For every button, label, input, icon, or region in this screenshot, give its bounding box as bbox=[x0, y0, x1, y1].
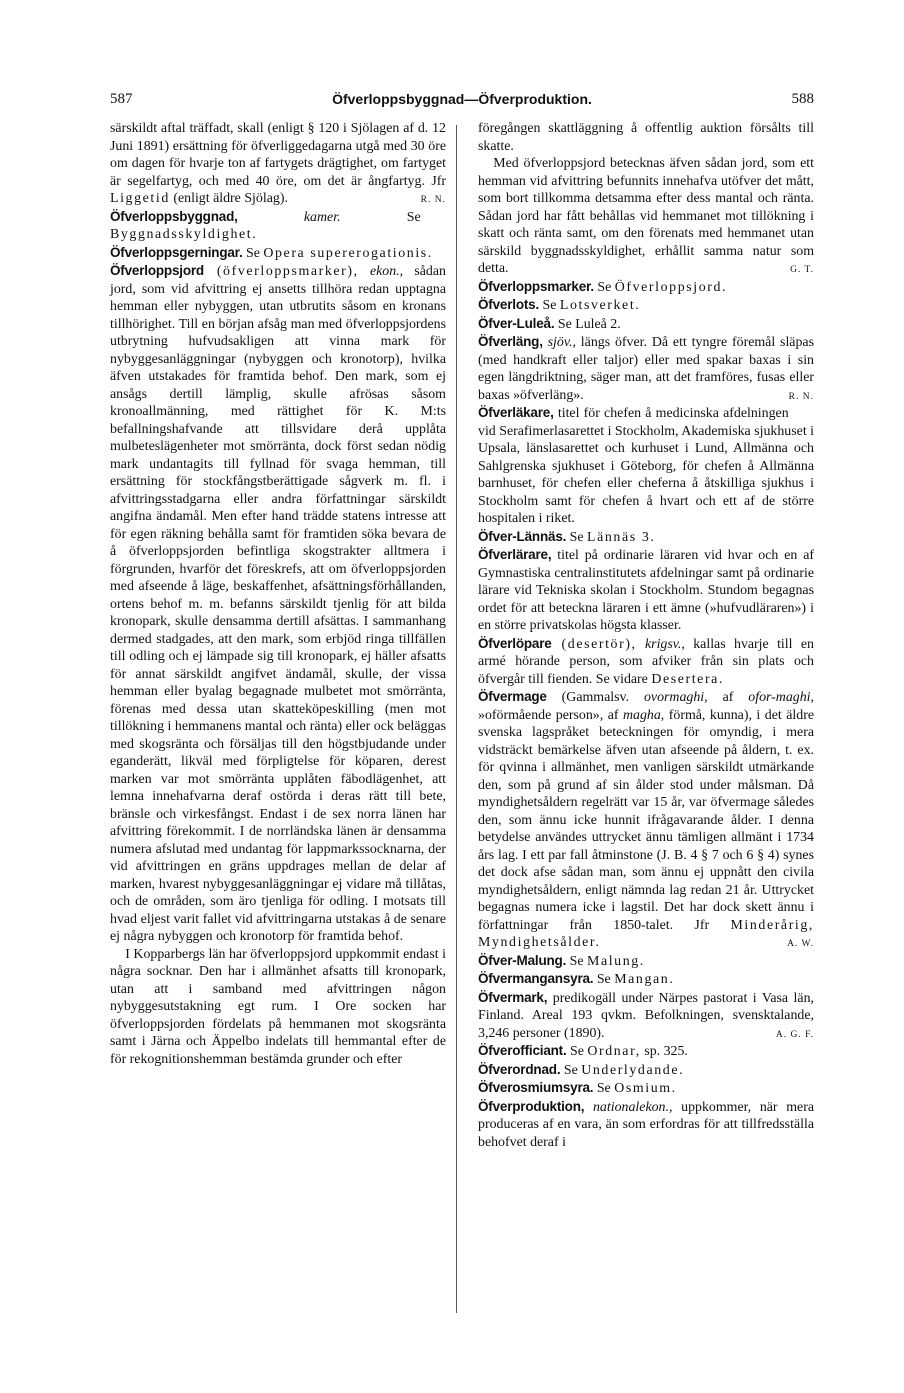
headword: Öfverläkare, bbox=[478, 405, 554, 420]
entry-ofver-malung: Öfver-Malung. Se Malung. bbox=[478, 952, 645, 969]
entry-ofverproduktion: Öfverproduktion, nationalekon., uppkommer, när mera produceras af en vara, än som erfordras för att tillfredsställa behofvet deraf i bbox=[478, 1098, 814, 1150]
entry-ofverordnad: Öfverordnad. Se Underlydande. bbox=[478, 1061, 685, 1078]
entry-ofverlang: Öfverläng, sjöv., längs öfver. Då ett tyngre föremål släpas (med handkraft eller taljor) eller med spakar baxas i sin egen längdriktning, säger man, att det framföres, fusas eller baxas »öfverläng». R. N. bbox=[478, 333, 814, 404]
headword: Öfverlöpare bbox=[478, 635, 552, 651]
cross-reference: Minderårig, Myndighetsålder. bbox=[478, 917, 814, 950]
entry-ofvermark: Öfvermark, predikogäll under Närpes pastorat i Vasa län, Finland. Areal 193 qvkm. Befolkningen, svensktalande, 3,246 personer (1890). A. G. F. bbox=[478, 989, 814, 1043]
author-signature: R. N. bbox=[788, 391, 814, 402]
headword: Öfver-Lännäs. bbox=[478, 528, 567, 544]
entry-ofverloppsgerningar: Öfverloppsgerningar. Se Opera supererogationis. bbox=[110, 244, 433, 261]
headword: Öfver-Malung. bbox=[478, 952, 567, 968]
cross-reference: Mangan. bbox=[614, 972, 675, 987]
entry-ofverlakare: Öfverläkare, titel för chefen å medicinska afdelningen vid Serafimerlasarettet i Stockholm, Akademiska sjukhuset i Upsala, länslasarettet och kurhuset i Lund, Allmänna och Sahlgrenska sjukhuset i Göteborg, för chefen å Allmänna barnhuset, för chefen eller cheferna å åtskilliga sjukhus i Stockholm samt för chefen å hvart och ett af de större hospitalen i riket. bbox=[478, 405, 815, 526]
paragraph: Med öfverloppsjord betecknas äfven sådan jord, som ett hemman vid afvittring befunnits innehafva utöfver det mått, som bort tillkomma detsamma efter dess mantal och ränta. Sådan jord har fått behållas vid hemmanet mot tillökning i skatt och ränta samt, om den förenats med hemmanet utan särskild byggnadsskyldighet, erhållit samma natur som detta. G. T. bbox=[478, 155, 814, 278]
headword: Öfverproduktion, bbox=[478, 1098, 585, 1114]
entry-ofver-lulea: Öfver-Luleå. Se Luleå 2. bbox=[478, 315, 621, 332]
left-column bbox=[110, 120, 446, 1068]
right-column bbox=[478, 120, 814, 1151]
author-signature: A. G. F. bbox=[775, 1029, 814, 1040]
headword: Öfverloppsgerningar. bbox=[110, 244, 243, 260]
author-signature: A. W. bbox=[787, 939, 814, 949]
cross-reference: Lotsverket. bbox=[559, 298, 641, 313]
cross-reference: Öfverloppsjord. bbox=[614, 279, 728, 295]
paragraph: föregången skattläggning å offentlig auktion försålts till skatte. bbox=[478, 121, 814, 154]
headword: Öfvermage bbox=[478, 689, 547, 704]
page-number-left: 587 bbox=[110, 91, 133, 107]
entry-ofverlots: Öfverlots. Se Lotsverket. bbox=[478, 297, 641, 313]
headword: Öfverloppsjord bbox=[110, 263, 204, 278]
cross-reference: Lännäs 3. bbox=[587, 529, 656, 545]
entry-ofvermage: Öfvermage (Gammalsv. ovormaghi, af ofor-maghi, »oförmående person», af magha, förmå, kunna), i det äldre svenska lagspråket beteckningen för omyndig, i mera vidsträckt bemärkelse äfven utan afseende på åldern, t. ex. för qvinna i allmänhet, men vanligen särskildt utmärkande den, som på grund af sin ålder stod under målsman. Då myndighetsåldern regelrätt var 15 år, var öfvermage således den, som ännu icke hunnit ifrågavarande ålder. I denna betydelse användes uttrycket ännu tämligen allmänt i 1734 års lag. I ett par fall åtminstone (J. B. 4 § 7 och 6 § 4) synes det dock afse sådan man, som ännu ej uppnått den civila myndighetsåldern, enligt nämnda lag redan 21 år. Uttrycket begagnas numera icke i lagstil. Det har dock skett ännu i författningar från 1850-talet. Jfr Minderårig, Myndighetsålder. A. W. bbox=[478, 688, 814, 952]
headword: Öfverofficiant. bbox=[478, 1043, 567, 1058]
entry-ofverloppsmarker: Öfverloppsmarker. Se Öfverloppsjord. bbox=[478, 278, 728, 295]
page-header bbox=[110, 91, 814, 113]
cross-reference: Byggnadsskyldighet. bbox=[110, 227, 258, 242]
headword: Öfvermark, bbox=[478, 989, 548, 1005]
entry-ofverloppsjord: Öfverloppsjord (öfverloppsmarker), ekon., sådan jord, som vid afvittring ej ansetts tillhöra redan upptagna hemman eller nybyggen, utan utbrutits såsom en kronans tillhörighet. Till en början afsåg man med öfverloppsjordens utbrytning hufvudsakligen att vinna mark för nybyggesanläggningar (nybyggen och kronotorp), hvilka äfven utstakades för framtida behof. Den mark, som ej ansågs dertill lämplig, skulle afrösas såsom kronoallmänning, med rättighet för K. M:ts befallningshafvande att tillsvidare derå upplåta mulbeteslägenheter mot smörränta, dock först sedan nödig mark undantagits till fyllnad för svaga hemman, till ersättning för stockfångstberättigade sågverk m. fl. i afvittringsstadgarna eller andra författningar särskildt angifna ändamål. Men efter hand trädde statens intresse att för egen räkning behålla samt för framtiden söka bevara de å öfverloppsjorden befintliga skogstrakter alltmera i förgrunden, hvarför det föreskrefs, att om öfverloppsjorden med afseende å läge, beskaffenhet, afsättningsförhållanden, ortens behof m. m. befanns särskildt tjenlig för att bilda kronopark, skulle densamma dertill afsättas. I sammanhang dermed stadgades, att den mark, som erbjöd ringa tillfällen till odling och ej lämpade sig till kronopark, ej häller afsatts för annat särskildt angifvet ändamål, skulle, der vissa hemman eller byalag begagnade mulbetet mot smörränta, förenas med dessa utan skatteköpeskilling (men mot tillökning i hemmanens mantal och ränta) eller ock beläggas med skogsränta och försäljas till den högstbjudande under eganderätt, likväl med förpligtelse för köparen, derest marken var mot smörränta upplåten fäbodlägenhet, att lemna innehafvarna deraf ostörda i deras rätt till bete, bränsle och virkesfångst. Endast i de sex norra länen har afvittring förekommit. I de norrländska länen är densamma numera afslutad med undantag för lappmarkssocknarna, der vid afvittringen en gräns uppdrages mellan de delar af marken, hvarest nybyggesanläggningar ej vidare må tillåtas, och de områden, som äro tjenliga för odling. I motsats till hvad eljest varit fallet vid afvittringarna utstakas å de senare ej några nybyggen och kronotorp för framtida behof. bbox=[110, 263, 446, 944]
entry-ofverlopare: Öfverlöpare (desertör), krigsv., kallas hvarje till en armé hörande person, som afviker från sin plats och öfvergår till fienden. Se vidare Desertera. bbox=[478, 635, 814, 687]
headword: Öfvermangansyra. bbox=[478, 971, 594, 986]
cross-reference: Osmium. bbox=[614, 1081, 677, 1096]
entry-ofverosmiumsyra: Öfverosmiumsyra. Se Osmium. bbox=[478, 1080, 677, 1096]
author-signature: R. N. bbox=[420, 195, 446, 205]
entry-ofvermangansyra: Öfvermangansyra. Se Mangan. bbox=[478, 971, 675, 987]
page-number-right: 588 bbox=[791, 91, 814, 107]
headword: Öfverlots. bbox=[478, 297, 540, 312]
headword: Öfverordnad. bbox=[478, 1061, 561, 1077]
paragraph: I Kopparbergs län har öfverloppsjord uppkommit endast i några socknar. Den har i allmänhet afsatts till kronopark, utan att i samband med afvittringen någon nybyggesutstakning egt rum. I Ore socken har öfverloppsjorden fördelats på hemmanen mot skogsränta samt i Järna och Äppelbo indelats till hemmantal efter de för rekognitionshemman bestämda grunder och efter bbox=[110, 946, 446, 1067]
author-signature: G. T. bbox=[790, 265, 814, 275]
cross-reference: Malung. bbox=[587, 953, 645, 969]
cross-reference: Ordnar, bbox=[587, 1044, 641, 1059]
headword: Öfverloppsbyggnad, bbox=[110, 208, 238, 224]
headword: Öfver-Luleå. bbox=[478, 315, 555, 331]
headword: Öfverläng, bbox=[478, 334, 543, 349]
cross-reference: Opera supererogationis. bbox=[263, 245, 433, 261]
headword: Öfverloppsmarker. bbox=[478, 278, 594, 294]
entry-ofverloppsbyggnad: Öfverloppsbyggnad, kamer. Se Byggnadsskyldighet. bbox=[110, 208, 421, 242]
column-divider bbox=[456, 125, 457, 1313]
entry-ofverlarare: Öfverlärare, titel på ordinarie läraren vid hvar och en af Gymnastiska centralinstitutets afdelningar samt på ordinarie lärare vid Tekniska skolan i Stockholm. Stundom begagnas ordet för att beteckna läraren i ett ämne (»hufvudläraren») i en större privatskolas högsta klasser. bbox=[478, 547, 814, 633]
headword: Öfverosmiumsyra. bbox=[478, 1080, 594, 1095]
headword: Öfverlärare, bbox=[478, 547, 552, 562]
entry-ofver-lannas: Öfver-Lännäs. Se Lännäs 3. bbox=[478, 528, 656, 545]
paragraph: särskildt aftal träffadt, skall (enligt § 120 i Sjölagen af d. 12 Juni 1891) ersättning för öfverliggedagarna utgå med 30 öre om dagen för hvarje ton af fartygets drägtighet, om fartyget är segelfartyg, och med 40 öre, om det är ångfartyg. Jfr Liggetid (enligt äldre Sjölag). R. N. bbox=[110, 120, 446, 208]
cross-reference: Desertera. bbox=[651, 671, 725, 687]
cross-reference: Underlydande. bbox=[581, 1062, 685, 1078]
running-title: Öfverloppsbyggnad—Öfverproduktion. bbox=[332, 91, 592, 107]
entry-ofverofficiant: Öfverofficiant. Se Ordnar, sp. 325. bbox=[478, 1043, 688, 1059]
